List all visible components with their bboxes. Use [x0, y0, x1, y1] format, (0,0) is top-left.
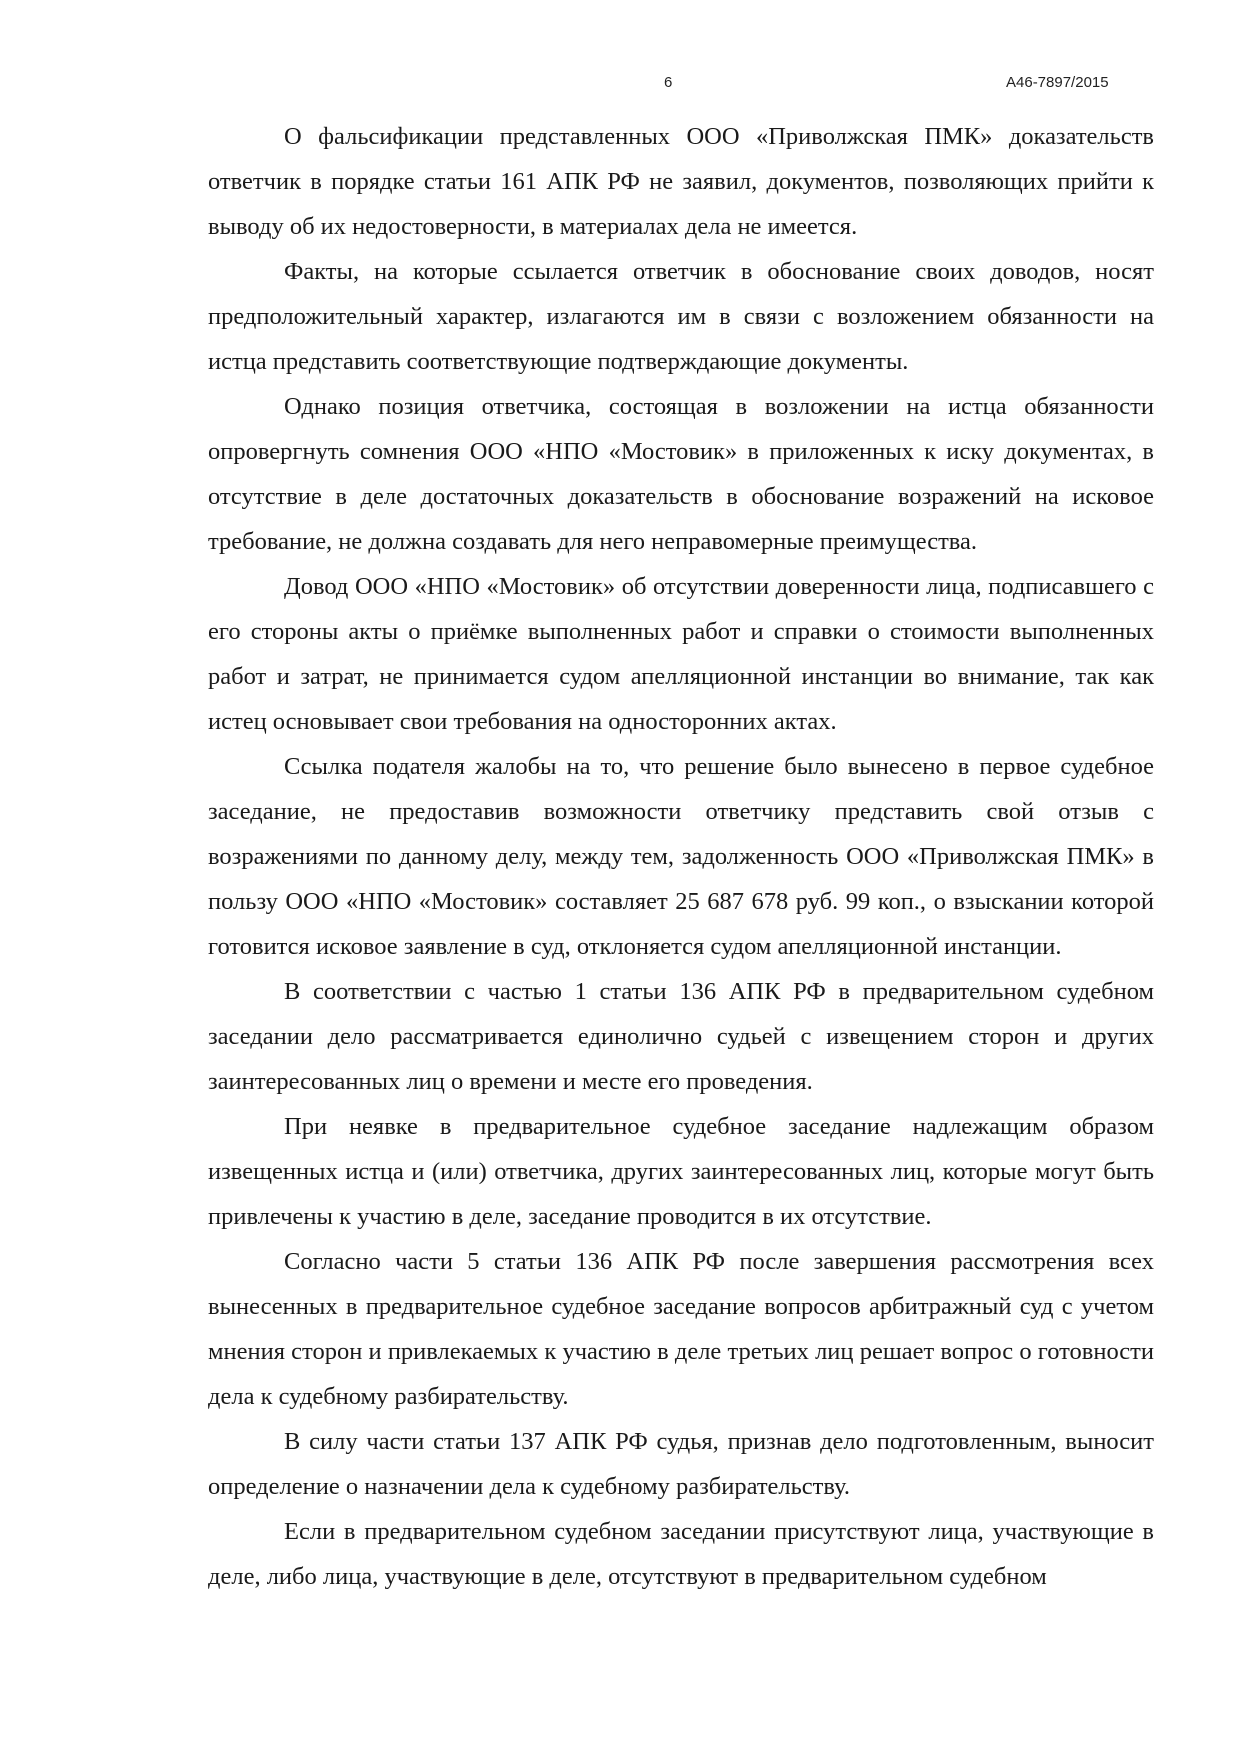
paragraph: В силу части статьи 137 АПК РФ судья, признав дело подготовленным, выносит определение о назначении дела к судебному разбирательству. — [208, 1428, 1154, 1500]
paragraph: О фальсификации представленных ООО «Приволжская ПМК» доказательств ответчик в порядке статьи 161 АПК РФ не заявил, документов, позволяющих прийти к выводу об их недостоверности, в материалах дела не имеется. — [208, 123, 1154, 240]
paragraph: Однако позиция ответчика, состоящая в возложении на истца обязанности опровергнуть сомнения ООО «НПО «Мостовик» в приложенных к иску документах, в отсутствие в деле достаточных доказательств в обоснование возражений на исковое требование, не должна создавать для него неправомерные преимущества. — [208, 393, 1154, 555]
paragraph: Если в предварительном судебном заседании присутствуют лица, участвующие в деле, либо лица, участвующие в деле, отсутствуют в предварительном судебном — [208, 1518, 1154, 1590]
paragraph: При неявке в предварительное судебное заседание надлежащим образом извещенных истца и (или) ответчика, других заинтересованных лиц, которые могут быть привлечены к участию в деле, заседание проводится в их отсутствие. — [208, 1113, 1154, 1230]
paragraph: Согласно части 5 статьи 136 АПК РФ после завершения рассмотрения всех вынесенных в предварительное судебное заседание вопросов арбитражный суд с учетом мнения сторон и привлекаемых к участию в деле третьих лиц решает вопрос о готовности дела к судебному разбирательству. — [208, 1248, 1154, 1410]
paragraph: В соответствии с частью 1 статьи 136 АПК РФ в предварительном судебном заседании дело рассматривается единолично судьей с извещением сторон и других заинтересованных лиц о времени и месте его проведения. — [208, 978, 1154, 1095]
document-body — [208, 114, 1154, 1599]
paragraph: Ссылка подателя жалобы на то, что решение было вынесено в первое судебное заседание, не предоставив возможности ответчику представить свой отзыв с возражениями по данному делу, между тем, задолженность ООО «Приволжская ПМК» в пользу ООО «НПО «Мостовик» составляет 25 687 678 руб. 99 коп., о взыскании которой готовится исковое заявление в суд, отклоняется судом апелляционной инстанции. — [208, 753, 1154, 960]
paragraph: Факты, на которые ссылается ответчик в обоснование своих доводов, носят предположительный характер, излагаются им в связи с возложением обязанности на истца представить соответствующие подтверждающие документы. — [208, 258, 1154, 375]
case-number: А46-7897/2015 — [1006, 74, 1109, 91]
paragraph: Довод ООО «НПО «Мостовик» об отсутствии доверенности лица, подписавшего с его стороны акты о приёмке выполненных работ и справки о стоимости выполненных работ и затрат, не принимается судом апелляционной инстанции во внимание, так как истец основывает свои требования на односторонних актах. — [208, 573, 1154, 735]
page-number: 6 — [664, 74, 673, 91]
